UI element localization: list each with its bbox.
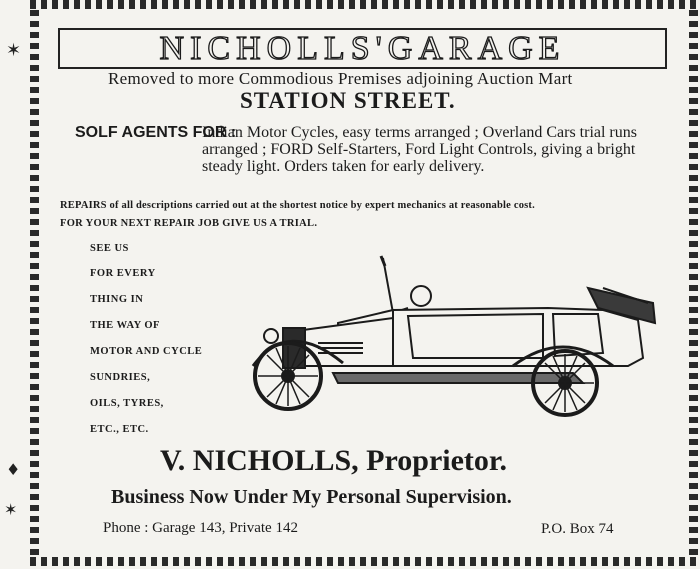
trial-line: FOR YOUR NEXT REPAIR JOB GIVE US A TRIAL. — [60, 218, 318, 229]
see-us-line: FOR EVERY — [90, 268, 156, 279]
see-us-line: ETC., ETC. — [90, 424, 149, 435]
po-box: P.O. Box 74 — [541, 521, 614, 537]
street-name: STATION STREET. — [240, 88, 456, 113]
garage-title: NICHOLLS'GARAGE — [159, 29, 566, 67]
ink-speck: ♦ — [6, 460, 21, 479]
see-us-line: SUNDRIES, — [90, 372, 151, 383]
see-us-line: OILS, TYRES, — [90, 398, 164, 409]
see-us-line: THE WAY OF — [90, 320, 160, 331]
see-us-line: MOTOR AND CYCLE — [90, 346, 203, 357]
business-supervision-line: Business Now Under My Personal Supervision. — [111, 486, 512, 508]
removed-notice: Removed to more Commodious Premises adjoining Auction Mart — [108, 69, 573, 88]
ink-speck: ✶ — [4, 500, 18, 519]
touring-car-illustration — [243, 248, 663, 418]
proprietor-name: V. NICHOLLS, Proprietor. — [160, 444, 507, 477]
sole-agents-text: Indian Motor Cycles, easy terms arranged ; Overland Cars trial runs arranged ; FORD Self-Starters, Ford Light Controls, giving a bright steady light. Orders taken for early delivery. — [202, 124, 637, 175]
ink-speck: ✶ — [6, 40, 22, 61]
see-us-line: SEE US — [90, 243, 129, 254]
see-us-line: THING IN — [90, 294, 144, 305]
phone-numbers: Phone : Garage 143, Private 142 — [103, 520, 298, 536]
title-box — [58, 28, 667, 69]
repairs-line: REPAIRS of all descriptions carried out at the shortest notice by expert mechanics at reasonable cost. — [60, 200, 535, 211]
sole-agents-label: SOLF AGENTS FOR : — [75, 124, 237, 141]
